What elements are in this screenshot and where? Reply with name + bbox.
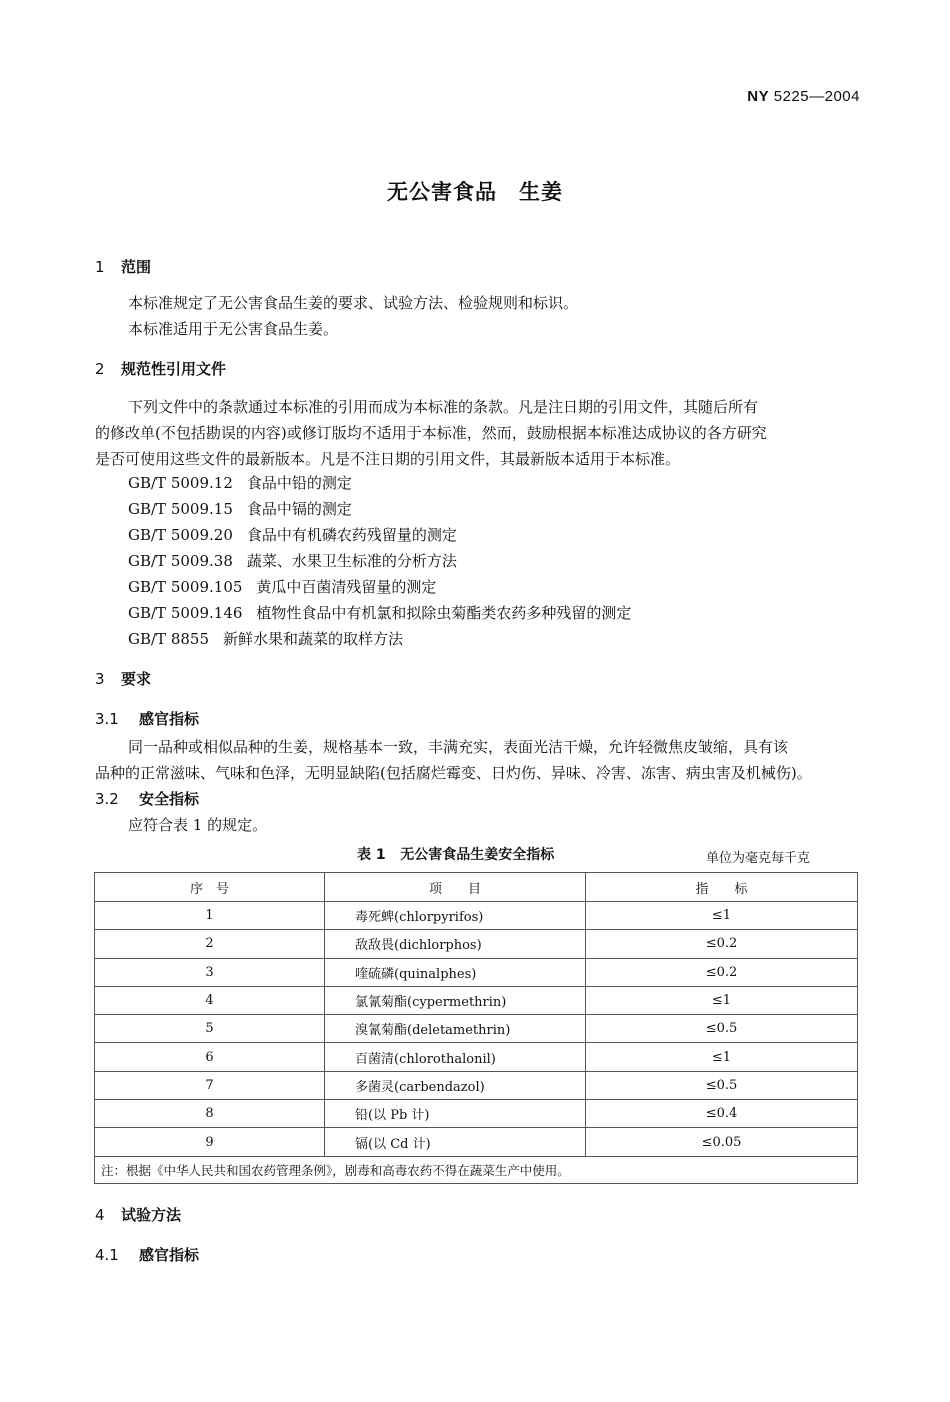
cell-limit: ≤0.2	[586, 930, 858, 958]
cell-limit: ≤0.5	[586, 1015, 858, 1043]
cell-no: 6	[95, 1043, 325, 1071]
section-2-intro-line-1: 下列文件中的条款通过本标准的引用而成为本标准的条款。凡是注日期的引用文件，其随后所有	[128, 398, 759, 416]
section-title: 安全指标	[139, 790, 200, 808]
cell-no: 1	[95, 902, 325, 930]
document-title: 无公害食品 生姜	[387, 180, 563, 204]
table-row	[95, 986, 858, 1014]
section-number: 3.2	[95, 790, 119, 808]
column-header-no: 序 号	[95, 873, 325, 902]
reference-item	[128, 498, 352, 519]
reference-code: GB/T 5009.15	[128, 500, 233, 518]
section-3-1-heading	[95, 708, 199, 729]
reference-item	[128, 524, 457, 545]
table-caption-title: 无公害食品生姜安全指标	[400, 847, 555, 863]
standard-prefix: NY	[747, 88, 770, 105]
table-header-row	[95, 873, 858, 902]
table-row	[95, 1043, 858, 1071]
section-3-1-line-2: 品种的正常滋味、气味和色泽，无明显缺陷(包括腐烂霉变、日灼伤、异味、冷害、冻害、病虫害及机械伤)。	[95, 764, 812, 782]
cell-no: 5	[95, 1015, 325, 1043]
cell-item: 百菌清(chlorothalonil)	[325, 1043, 586, 1071]
table-note: 注：根据《中华人民共和国农药管理条例》，剧毒和高毒农药不得在蔬菜生产中使用。	[95, 1156, 858, 1183]
table-row	[95, 1015, 858, 1043]
cell-item: 镉(以 Cd 计)	[325, 1128, 586, 1156]
section-4-heading	[95, 1204, 181, 1225]
reference-item	[128, 550, 457, 571]
cell-limit: ≤1	[586, 986, 858, 1014]
section-number: 4.1	[95, 1246, 119, 1264]
section-3-heading	[95, 668, 151, 689]
section-3-1-line-1: 同一品种或相似品种的生姜，规格基本一致，丰满充实，表面光洁干燥，允许轻微焦皮皱缩，具有该	[128, 738, 789, 756]
cell-no: 2	[95, 930, 325, 958]
reference-code: GB/T 5009.146	[128, 604, 243, 622]
table-row	[95, 1100, 858, 1128]
table-row	[95, 930, 858, 958]
reference-code: GB/T 5009.20	[128, 526, 233, 544]
section-number: 2	[95, 360, 105, 378]
table-row	[95, 958, 858, 986]
cell-item: 毒死蜱(chlorpyrifos)	[325, 902, 586, 930]
reference-code: GB/T 5009.38	[128, 552, 233, 570]
cell-no: 8	[95, 1100, 325, 1128]
section-number: 4	[95, 1206, 105, 1224]
reference-title: 蔬菜、水果卫生标准的分析方法	[246, 552, 457, 570]
section-3-2-text: 应符合表 1 的规定。	[128, 816, 268, 834]
section-1-para-1: 本标准规定了无公害食品生姜的要求、试验方法、检验规则和标识。	[128, 294, 579, 312]
cell-limit: ≤0.4	[586, 1100, 858, 1128]
reference-title: 食品中铅的测定	[246, 474, 352, 492]
cell-limit: ≤0.05	[586, 1128, 858, 1156]
cell-no: 7	[95, 1071, 325, 1099]
cell-item: 溴氰菊酯(deletamethrin)	[325, 1015, 586, 1043]
standard-code: 5225—2004	[773, 88, 860, 105]
section-2-intro-line-3: 是否可使用这些文件的最新版本。凡是不注日期的引用文件，其最新版本适用于本标准。	[95, 450, 681, 468]
reference-item	[128, 472, 352, 493]
section-3-2-heading	[95, 788, 199, 809]
reference-title: 新鲜水果和蔬菜的取样方法	[223, 630, 404, 648]
section-4-1-heading	[95, 1244, 199, 1265]
table-caption	[357, 844, 554, 864]
cell-item: 多菌灵(carbendazol)	[325, 1071, 586, 1099]
reference-item	[128, 602, 631, 623]
table-row	[95, 902, 858, 930]
section-title: 感官指标	[139, 1246, 200, 1264]
reference-title: 食品中有机磷农药残留量的测定	[246, 526, 457, 544]
reference-title: 黄瓜中百菌清残留量的测定	[256, 578, 437, 596]
reference-title: 植物性食品中有机氯和拟除虫菊酯类农药多种残留的测定	[256, 604, 632, 622]
section-1-para-2: 本标准适用于无公害食品生姜。	[128, 320, 339, 338]
reference-code: GB/T 5009.105	[128, 578, 243, 596]
table-note-row	[95, 1156, 858, 1183]
section-title: 要求	[121, 670, 152, 688]
cell-limit: ≤1	[586, 902, 858, 930]
cell-limit: ≤0.5	[586, 1071, 858, 1099]
table-row	[95, 1071, 858, 1099]
section-title: 范围	[121, 258, 152, 276]
cell-limit: ≤1	[586, 1043, 858, 1071]
cell-no: 4	[95, 986, 325, 1014]
cell-item: 铅(以 Pb 计)	[325, 1100, 586, 1128]
section-title: 试验方法	[121, 1206, 182, 1224]
cell-no: 9	[95, 1128, 325, 1156]
reference-title: 食品中镉的测定	[246, 500, 352, 518]
section-2-intro-line-2: 的修改单(不包括勘误的内容)或修订版均不适用于本标准，然而，鼓励根据本标准达成协议的各方研究	[95, 424, 767, 442]
table-caption-number: 表 1	[357, 847, 386, 863]
section-1-heading	[95, 256, 151, 277]
cell-no: 3	[95, 958, 325, 986]
reference-item	[128, 628, 403, 649]
section-number: 3	[95, 670, 105, 688]
standard-number	[747, 88, 860, 105]
reference-code: GB/T 5009.12	[128, 474, 233, 492]
cell-item: 喹硫磷(quinalphes)	[325, 958, 586, 986]
cell-item: 氯氰菊酯(cypermethrin)	[325, 986, 586, 1014]
column-header-item: 项 目	[325, 873, 586, 902]
reference-item	[128, 576, 436, 597]
reference-code: GB/T 8855	[128, 630, 210, 648]
cell-limit: ≤0.2	[586, 958, 858, 986]
section-title: 感官指标	[139, 710, 200, 728]
section-number: 1	[95, 258, 105, 276]
section-number: 3.1	[95, 710, 119, 728]
table-unit: 单位为毫克每千克	[706, 851, 811, 866]
cell-item: 敌敌畏(dichlorphos)	[325, 930, 586, 958]
section-2-heading	[95, 358, 226, 379]
table-row	[95, 1128, 858, 1156]
column-header-limit: 指 标	[586, 873, 858, 902]
section-title: 规范性引用文件	[121, 360, 227, 378]
safety-indicator-table	[94, 872, 858, 1184]
